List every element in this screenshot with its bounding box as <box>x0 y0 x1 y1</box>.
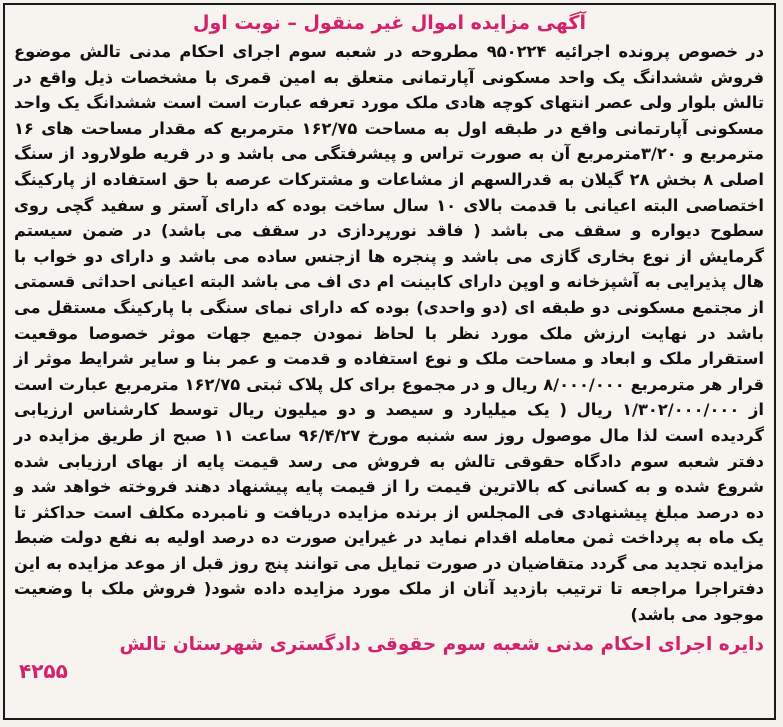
notice-body: در خصوص پرونده اجرائیه ۹۵۰۲۲۴ مطروحه در شعبه سوم اجرای احکام مدنی تالش موضوع فروش ششدانگ یک واحد مسکونی آپارتمانی متعلق به امین قمری با مشخصات ذیل واقع در تالش بلوار ولی عصر انتهای کوچه هادی ملک مورد تعرفه عبارت است است ششدانگ یک واحد مسکونی آپارتمانی واقع در طبقه اول به مساحت ۱۶۲/۷۵ مترمربع که مقدار مساحت های ۱۶ مترمربع و ۳/۲۰مترمربع آن به صورت تراس و پیشرفتگی می باشد و در قریه طولارود از سنگ اصلی ۸ بخش ۲۸ گیلان به قدرالسهم از مشاعات و مشترکات عرصه با حق استفاده از پارکینگ اختصاصی البته اعیانی با قدمت بالای ۱۰ سال ساخت بوده که دارای آستر و سفید گچی روی سطوح دیواره و سقف می باشد ( فاقد نورپردازی در سقف می باشد) در ضمن سیستم گرمایش از نوع بخاری گازی می باشد و پنجره ها ازجنس ساده می باشد و دارای دو خواب با هال پذیرایی به آشپزخانه و اوپن دارای کابینت ام دی اف می باشد البته اعیانی احداثی قسمتی از مجتمع مسکونی دو طبقه ای (دو واحدی) بوده که دارای نمای سنگی با پارکینگ مستقل می باشد در نهایت ارزش ملک مورد نظر با لحاظ نمودن جمیع جهات موثر خصوصا موقعیت استقرار ملک و ابعاد و مساحت ملک و نوع استفاده و قدمت و عمر بنا و سایر شرایط موثر از قرار هر مترمربع ۸/۰۰۰/۰۰۰ ریال و در مجموع برای کل پلاک ثبتی ۱۶۲/۷۵ مترمربع عبارت است از ۱/۳۰۲/۰۰۰/۰۰۰ ریال ( یک میلیارد و سیصد و دو میلیون ریال توسط کارشناس ارزیابی گردیده است لذا مال موصول روز سه شنبه مورخ ۹۶/۴/۲۷ ساعت ۱۱ صبح از طریق مزایده در دفتر شعبه سوم دادگاه حقوقی تالش به فروش می رسد قیمت پایه از بهای ارزیابی شده شروع شده و به کسانی که بالاترین قیمت را از قیمت پایه پیشنهاد دهند فروخته خواهد شد و ده درصد مبلغ پیشنهادی فی المجلس از برنده مزایده دریافت و نامبرده مکلف است حداکثر تا یک ماه به پرداخت ثمن معامله اقدام نماید در غیراین صورت ده درصد اولیه به نفع دولت ضبط مزایده تجدید می گردد متقاضیان در صورت تمایل می توانند پنج روز قبل از موعد مزایده به این دفتراجرا مراجعه تا ترتیب بازدید آنان از ملک مورد مزایده داده شود( فروش ملک با وضعیت موجود می باشد) <box>14 42 765 625</box>
notice-code: ۴۲۵۵ <box>19 658 68 683</box>
notice-issuer: دایره اجرای احکام مدنی شعبه سوم حقوقی دادگستری شهرستان تالش <box>119 633 764 655</box>
notice-title: آگهی مزایده اموال غیر منقول – نوبت اول <box>193 12 586 34</box>
auction-notice <box>3 3 776 720</box>
